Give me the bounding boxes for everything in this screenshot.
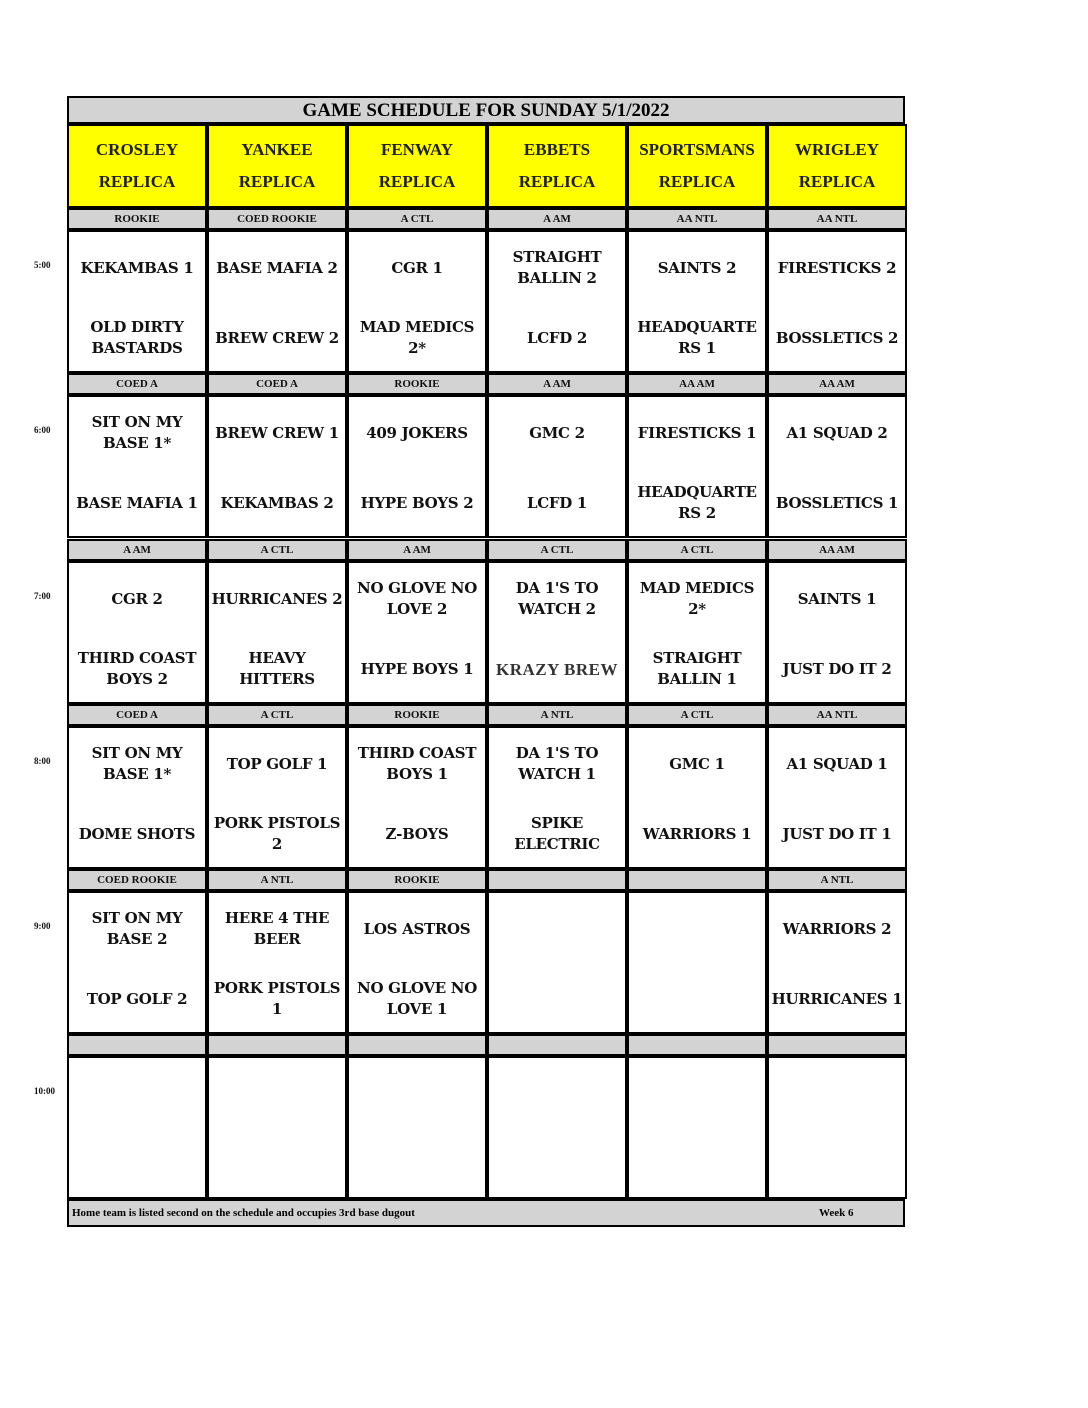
away-team: SAINTS 1 <box>797 589 877 608</box>
division-label: AA NTL <box>767 704 907 726</box>
field-subtitle: REPLICA <box>98 172 176 191</box>
field-header <box>487 124 627 208</box>
field-name: YANKEE <box>241 140 313 159</box>
away-team: WARRIORS 2 <box>782 919 892 938</box>
home-team: PORK PISTOLS 1 <box>213 979 341 1018</box>
home-team-note: Home team is listed second on the schedule and occupies 3rd base dugout <box>72 1207 415 1219</box>
time-label: 6:00 <box>34 425 51 435</box>
time-label: 5:00 <box>34 260 51 270</box>
home-team: OLD DIRTY BASTARDS <box>90 318 184 357</box>
field-header <box>347 124 487 208</box>
game-cell <box>487 1056 627 1199</box>
schedule-footer <box>67 1199 905 1227</box>
game-cell <box>767 395 907 538</box>
away-team: FIRESTICKS 2 <box>777 258 897 277</box>
home-team: HEADQUARTE RS 1 <box>637 318 757 357</box>
away-team: SIT ON MY BASE 1* <box>91 413 183 452</box>
field-subtitle: REPLICA <box>518 172 596 191</box>
division-label <box>627 869 767 891</box>
home-team <box>491 1134 623 1194</box>
away-team: 409 JOKERS <box>366 423 468 442</box>
game-cell <box>207 561 347 704</box>
home-team: BASE MAFIA 1 <box>76 493 198 512</box>
game-cell <box>67 395 207 538</box>
division-label: A CTL <box>487 539 627 561</box>
time-label: 8:00 <box>34 756 51 766</box>
division-label <box>487 869 627 891</box>
away-team: HURRICANES 2 <box>211 589 343 608</box>
time-label: 10:00 <box>34 1086 55 1096</box>
game-cell <box>487 726 627 869</box>
home-team <box>491 969 623 1029</box>
division-label: ROOKIE <box>347 704 487 726</box>
schedule-title: GAME SCHEDULE FOR SUNDAY 5/1/2022 <box>67 96 905 124</box>
division-label: ROOKIE <box>347 373 487 395</box>
division-label: A NTL <box>207 869 347 891</box>
home-team: WARRIORS 1 <box>642 824 752 843</box>
game-cell <box>487 395 627 538</box>
game-slot-row <box>67 395 907 538</box>
division-label: COED ROOKIE <box>67 869 207 891</box>
division-label <box>767 1034 907 1056</box>
home-team: HEADQUARTE RS 2 <box>637 483 757 522</box>
game-cell <box>627 1056 767 1199</box>
game-cell <box>767 561 907 704</box>
away-team: SAINTS 2 <box>657 258 737 277</box>
game-cell <box>767 1056 907 1199</box>
field-subtitle: REPLICA <box>238 172 316 191</box>
game-cell <box>487 230 627 373</box>
away-team <box>631 899 763 959</box>
away-team: SIT ON MY BASE 1* <box>91 744 183 783</box>
home-team: HYPE BOYS 2 <box>360 493 474 512</box>
division-label: ROOKIE <box>347 869 487 891</box>
away-team <box>71 1064 203 1124</box>
away-team: KEKAMBAS 1 <box>80 258 194 277</box>
away-team <box>491 899 623 959</box>
away-team <box>211 1064 343 1124</box>
field-header-row <box>67 124 907 208</box>
field-name: SPORTSMANS <box>639 140 755 159</box>
away-team: STRAIGHT BALLIN 2 <box>512 248 602 287</box>
division-label: A CTL <box>347 208 487 230</box>
away-team: A1 SQUAD 2 <box>786 423 888 442</box>
division-label <box>487 1034 627 1056</box>
home-team: NO GLOVE NO LOVE 1 <box>357 979 477 1018</box>
division-label <box>347 1034 487 1056</box>
field-header <box>67 124 207 208</box>
field-header <box>767 124 907 208</box>
away-team: HERE 4 THE BEER <box>224 909 330 948</box>
division-label: AA NTL <box>767 208 907 230</box>
game-cell <box>67 726 207 869</box>
division-label: A CTL <box>627 539 767 561</box>
home-team <box>631 1134 763 1194</box>
division-label: COED A <box>67 373 207 395</box>
time-label: 7:00 <box>34 591 51 601</box>
home-team: SPIKE ELECTRIC <box>514 814 600 853</box>
division-label: A CTL <box>627 704 767 726</box>
home-team: KEKAMBAS 2 <box>220 493 334 512</box>
division-label: COED A <box>207 373 347 395</box>
division-label: A CTL <box>207 539 347 561</box>
game-cell <box>627 230 767 373</box>
division-label: ROOKIE <box>67 208 207 230</box>
field-name: EBBETS <box>523 140 591 159</box>
game-cell <box>347 891 487 1034</box>
game-cell <box>207 1056 347 1199</box>
division-label: A NTL <box>487 704 627 726</box>
field-subtitle: REPLICA <box>658 172 736 191</box>
game-cell <box>627 395 767 538</box>
field-name: WRIGLEY <box>794 140 880 159</box>
home-team: HEAVY HITTERS <box>239 649 315 688</box>
field-subtitle: REPLICA <box>798 172 876 191</box>
home-team: BOSSLETICS 2 <box>775 328 899 347</box>
home-team: PORK PISTOLS 2 <box>213 814 341 853</box>
home-team <box>71 1134 203 1194</box>
game-slot-row <box>67 230 907 373</box>
division-label: A NTL <box>767 869 907 891</box>
home-team: BREW CREW 2 <box>215 328 339 347</box>
away-team: DA 1'S TO WATCH 1 <box>515 744 599 783</box>
division-label: AA NTL <box>627 208 767 230</box>
away-team: SIT ON MY BASE 2 <box>91 909 183 948</box>
division-label <box>207 1034 347 1056</box>
game-cell <box>767 891 907 1034</box>
division-label: A AM <box>487 373 627 395</box>
away-team: BREW CREW 1 <box>215 423 339 442</box>
game-cell <box>627 726 767 869</box>
away-team <box>491 1064 623 1124</box>
home-team: DOME SHOTS <box>78 824 196 843</box>
game-slot-row <box>67 561 907 704</box>
game-cell <box>207 726 347 869</box>
game-cell <box>207 395 347 538</box>
home-team: THIRD COAST BOYS 2 <box>77 649 197 688</box>
division-label <box>627 1034 767 1056</box>
field-name: CROSLEY <box>95 140 179 159</box>
game-cell <box>347 561 487 704</box>
game-slot-row <box>67 726 907 869</box>
home-team: JUST DO IT 2 <box>782 659 892 678</box>
division-row <box>67 373 907 395</box>
home-team: TOP GOLF 2 <box>86 989 188 1008</box>
away-team: FIRESTICKS 1 <box>637 423 757 442</box>
home-team: HYPE BOYS 1 <box>360 659 474 678</box>
game-cell <box>487 561 627 704</box>
division-label: A AM <box>347 539 487 561</box>
division-row <box>67 208 907 230</box>
home-team: KRAZY BREW <box>496 659 618 679</box>
field-header <box>207 124 347 208</box>
division-label: COED ROOKIE <box>207 208 347 230</box>
game-cell <box>627 891 767 1034</box>
division-label: AA AM <box>767 539 907 561</box>
away-team: GMC 2 <box>529 423 585 442</box>
game-cell <box>207 230 347 373</box>
division-label: A AM <box>67 539 207 561</box>
division-label <box>67 1034 207 1056</box>
home-team: BOSSLETICS 1 <box>775 493 899 512</box>
field-header <box>627 124 767 208</box>
away-team: BASE MAFIA 2 <box>216 258 338 277</box>
home-team: Z-BOYS <box>385 824 449 843</box>
game-cell <box>627 561 767 704</box>
division-row <box>67 869 907 891</box>
game-cell <box>347 726 487 869</box>
game-slot-row <box>67 891 907 1034</box>
home-team <box>631 969 763 1029</box>
away-team: TOP GOLF 1 <box>226 754 328 773</box>
game-cell <box>67 1056 207 1199</box>
field-name: FENWAY <box>380 140 454 159</box>
away-team: NO GLOVE NO LOVE 2 <box>357 579 477 618</box>
game-cell <box>347 1056 487 1199</box>
division-label: A CTL <box>207 704 347 726</box>
home-team: LCFD 1 <box>526 493 587 512</box>
game-cell <box>67 561 207 704</box>
home-team <box>211 1134 343 1194</box>
home-team <box>351 1134 483 1194</box>
game-cell <box>347 395 487 538</box>
game-cell <box>67 891 207 1034</box>
game-cell <box>487 891 627 1034</box>
away-team: GMC 1 <box>669 754 725 773</box>
division-label: COED A <box>67 704 207 726</box>
game-slot-row <box>67 1056 907 1199</box>
division-row <box>67 539 907 561</box>
home-team: HURRICANES 1 <box>771 989 903 1008</box>
away-team <box>771 1064 903 1124</box>
away-team <box>351 1064 483 1124</box>
game-cell <box>767 726 907 869</box>
home-team: JUST DO IT 1 <box>782 824 892 843</box>
game-cell <box>347 230 487 373</box>
time-label: 9:00 <box>34 921 51 931</box>
division-label: AA AM <box>627 373 767 395</box>
away-team: CGR 2 <box>111 589 163 608</box>
division-label: A AM <box>487 208 627 230</box>
home-team: STRAIGHT BALLIN 1 <box>652 649 742 688</box>
away-team: CGR 1 <box>391 258 443 277</box>
game-cell <box>207 891 347 1034</box>
away-team: A1 SQUAD 1 <box>786 754 888 773</box>
away-team: THIRD COAST BOYS 1 <box>357 744 477 783</box>
away-team: DA 1'S TO WATCH 2 <box>515 579 599 618</box>
week-label: Week 6 <box>819 1207 854 1219</box>
home-team: LCFD 2 <box>526 328 587 347</box>
away-team <box>631 1064 763 1124</box>
game-cell <box>67 230 207 373</box>
away-team: MAD MEDICS 2* <box>639 579 755 618</box>
home-team <box>771 1134 903 1194</box>
field-subtitle: REPLICA <box>378 172 456 191</box>
game-cell <box>767 230 907 373</box>
home-team: MAD MEDICS 2* <box>359 318 475 357</box>
division-label: AA AM <box>767 373 907 395</box>
division-row <box>67 704 907 726</box>
away-team: LOS ASTROS <box>363 919 471 938</box>
division-row <box>67 1034 907 1056</box>
